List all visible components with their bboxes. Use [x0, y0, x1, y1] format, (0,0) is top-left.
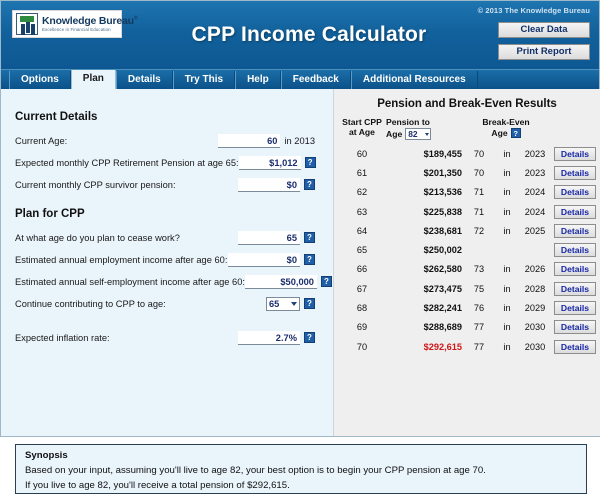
row-pension: $282,241 [423, 303, 462, 314]
col-header-pension-to-age [386, 117, 462, 140]
row-pension: $225,838 [423, 206, 462, 217]
app-header [1, 1, 599, 69]
row-start-age: 63 [356, 206, 368, 217]
row-pension: $288,689 [423, 322, 462, 333]
row-pension: $201,350 [423, 167, 462, 178]
table-row [334, 144, 600, 163]
row-start-age: 66 [356, 264, 368, 275]
row-start-age: 64 [356, 225, 368, 236]
row-start-age: 61 [356, 167, 368, 178]
table-row [334, 318, 600, 337]
row-breakeven-age: 70 [473, 148, 485, 159]
row-breakeven-year: 2025 [524, 225, 546, 236]
cease-work-age-input[interactable]: 65 [238, 231, 300, 245]
table-row [334, 163, 600, 182]
row-in-word: in [503, 283, 511, 294]
survivor-pension-label: Current monthly CPP survivor pension: [15, 179, 176, 190]
contribute-to-age-value: 65 [269, 298, 280, 309]
break-even-help-icon[interactable]: ? [511, 128, 521, 138]
col-header-break-even-age [462, 117, 596, 140]
row-breakeven-year: 2030 [524, 322, 546, 333]
synopsis-panel [15, 444, 587, 494]
logo-trademark: ® [133, 15, 138, 22]
row-in-word: in [503, 148, 511, 159]
col-header-start-line2: at Age [349, 127, 375, 137]
row-pension: $262,580 [423, 264, 462, 275]
row-details-button[interactable]: Details [554, 205, 596, 219]
row-breakeven-age: 71 [473, 187, 485, 198]
row-details-button[interactable]: Details [554, 340, 596, 354]
employment-income-input[interactable]: $0 [228, 253, 300, 267]
row-breakeven-age: 76 [473, 303, 485, 314]
cease-work-age-label: At what age do you plan to cease work? [15, 232, 180, 243]
current-details-heading: Current Details [15, 111, 98, 123]
tab-options[interactable]: Options [9, 71, 71, 89]
row-details-button[interactable]: Details [554, 262, 596, 276]
row-pension: $292,615 [423, 341, 462, 352]
inflation-rate-input[interactable]: 2.7% [238, 331, 300, 345]
page-title: CPP Income Calculator [191, 23, 427, 46]
results-table-body [334, 144, 600, 356]
col-header-breakeven-line1: Break-Even [482, 117, 530, 127]
contribute-to-age-help-icon[interactable]: ? [304, 298, 315, 309]
self-employment-income-input[interactable]: $50,000 [245, 275, 317, 289]
col-header-pension-line2: Age [386, 129, 403, 139]
row-details-button[interactable]: Details [554, 243, 596, 257]
row-breakeven-year: 2029 [524, 303, 546, 314]
logo-company-name-text: Knowledge Bureau [42, 14, 134, 27]
row-details-button[interactable]: Details [554, 147, 596, 161]
results-panel [333, 89, 600, 436]
current-age-label: Current Age: [15, 135, 68, 146]
row-start-age: 67 [356, 283, 368, 294]
results-table-header [334, 110, 600, 140]
table-row [334, 279, 600, 298]
row-details-button[interactable]: Details [554, 166, 596, 180]
col-header-start-line1: Start CPP [342, 117, 382, 127]
row-in-word: in [503, 264, 511, 275]
expected-pension-input[interactable]: $1,012 [239, 156, 301, 170]
plan-form-column [15, 111, 329, 349]
survivor-pension-help-icon[interactable]: ? [304, 179, 315, 190]
results-heading: Pension and Break-Even Results [377, 98, 557, 110]
col-header-start-cpp-age [338, 117, 386, 140]
row-in-word: in [503, 225, 511, 236]
table-row [334, 221, 600, 240]
row-in-word: in [503, 341, 511, 352]
synopsis-line-2: If you live to age 82, you'll receive a total pension of $292,615. [25, 480, 290, 491]
tab-try-this[interactable]: Try This [173, 71, 235, 89]
row-details-button[interactable]: Details [554, 282, 596, 296]
row-breakeven-age: 77 [473, 322, 485, 333]
row-pension: $189,455 [423, 148, 462, 159]
logo-tagline: Excellence in Financial Education [42, 26, 111, 32]
col-header-pension-line1: Pension to [386, 117, 430, 127]
cease-work-age-help-icon[interactable]: ? [304, 232, 315, 243]
row-pension: $213,536 [423, 187, 462, 198]
employment-income-help-icon[interactable]: ? [304, 254, 315, 265]
current-age-input[interactable]: 60 [218, 134, 280, 148]
tab-plan[interactable]: Plan [71, 70, 116, 89]
table-row [334, 240, 600, 259]
row-breakeven-year: 2024 [524, 206, 546, 217]
row-details-button[interactable]: Details [554, 301, 596, 315]
chevron-down-icon [291, 302, 297, 306]
row-breakeven-year: 2024 [524, 187, 546, 198]
employment-income-row [15, 249, 315, 270]
row-breakeven-age: 73 [473, 264, 485, 275]
synopsis-line-1: Based on your input, assuming you'll live to age 82, your best option is to begin your CPP pension at age 70. [25, 465, 486, 476]
row-details-button[interactable]: Details [554, 320, 596, 334]
survivor-pension-input[interactable]: $0 [238, 178, 300, 192]
row-in-word: in [503, 187, 511, 198]
row-start-age: 69 [356, 322, 368, 333]
tab-help[interactable]: Help [235, 71, 281, 89]
row-breakeven-age: 71 [473, 206, 485, 217]
tab-additional-resources[interactable]: Additional Resources [351, 71, 478, 89]
synopsis-heading: Synopsis [25, 450, 68, 461]
row-breakeven-year: 2026 [524, 264, 546, 275]
pension-to-age-value: 82 [408, 129, 418, 139]
plan-tab-content [1, 89, 599, 491]
contribute-to-age-select[interactable] [266, 297, 300, 311]
contribute-to-age-label: Continue contributing to CPP to age: [15, 298, 166, 309]
inflation-rate-help-icon[interactable]: ? [304, 332, 315, 343]
copyright-notice: © 2013 The Knowledge Bureau [477, 6, 590, 15]
self-employment-income-help-icon[interactable]: ? [321, 276, 332, 287]
row-breakeven-year: 2030 [524, 341, 546, 352]
row-start-age: 60 [356, 148, 368, 159]
table-row [334, 337, 600, 356]
print-report-button[interactable]: Print Report [498, 44, 590, 60]
table-row [334, 298, 600, 317]
row-pension: $250,002 [423, 245, 462, 256]
row-in-word: in [503, 303, 511, 314]
clear-data-button[interactable]: Clear Data [498, 22, 590, 38]
tab-feedback[interactable]: Feedback [281, 71, 351, 89]
self-employment-income-row [15, 271, 329, 292]
row-breakeven-age: 77 [473, 341, 485, 352]
row-start-age: 62 [356, 187, 368, 198]
self-employment-income-label: Estimated annual self-employment income after age 60: [15, 276, 245, 287]
row-pension: $238,681 [423, 225, 462, 236]
row-breakeven-age: 75 [473, 283, 485, 294]
inflation-rate-row [15, 327, 315, 348]
current-age-row [15, 130, 315, 151]
cease-work-age-row [15, 227, 315, 248]
row-pension: $273,475 [423, 283, 462, 294]
contribute-to-age-row [15, 293, 315, 314]
row-breakeven-year: 2023 [524, 148, 546, 159]
row-breakeven-year: 2023 [524, 167, 546, 178]
row-start-age: 65 [356, 245, 368, 256]
row-in-word: in [503, 206, 511, 217]
main-tab-bar [1, 69, 599, 89]
col-header-breakeven-line2: Age [491, 128, 508, 138]
survivor-pension-row [15, 174, 315, 195]
row-in-word: in [503, 322, 511, 333]
row-breakeven-age: 70 [473, 167, 485, 178]
current-age-suffix: in 2013 [284, 135, 315, 146]
chevron-down-icon [425, 133, 429, 136]
expected-pension-label: Expected monthly CPP Retirement Pension at age 65: [15, 157, 239, 168]
row-breakeven-age: 72 [473, 225, 485, 236]
row-start-age: 68 [356, 303, 368, 314]
pension-to-age-select[interactable] [405, 128, 431, 140]
employment-income-label: Estimated annual employment income after age 60: [15, 254, 228, 265]
row-details-button[interactable]: Details [554, 224, 596, 238]
table-row [334, 183, 600, 202]
table-row [334, 202, 600, 221]
expected-pension-row [15, 152, 315, 173]
inflation-rate-label: Expected inflation rate: [15, 332, 110, 343]
expected-pension-help-icon[interactable]: ? [305, 157, 316, 168]
row-details-button[interactable]: Details [554, 185, 596, 199]
row-start-age: 70 [356, 341, 368, 352]
tab-details[interactable]: Details [116, 71, 173, 89]
table-row [334, 260, 600, 279]
row-breakeven-year: 2028 [524, 283, 546, 294]
row-in-word: in [503, 167, 511, 178]
plan-for-cpp-heading: Plan for CPP [15, 208, 85, 220]
